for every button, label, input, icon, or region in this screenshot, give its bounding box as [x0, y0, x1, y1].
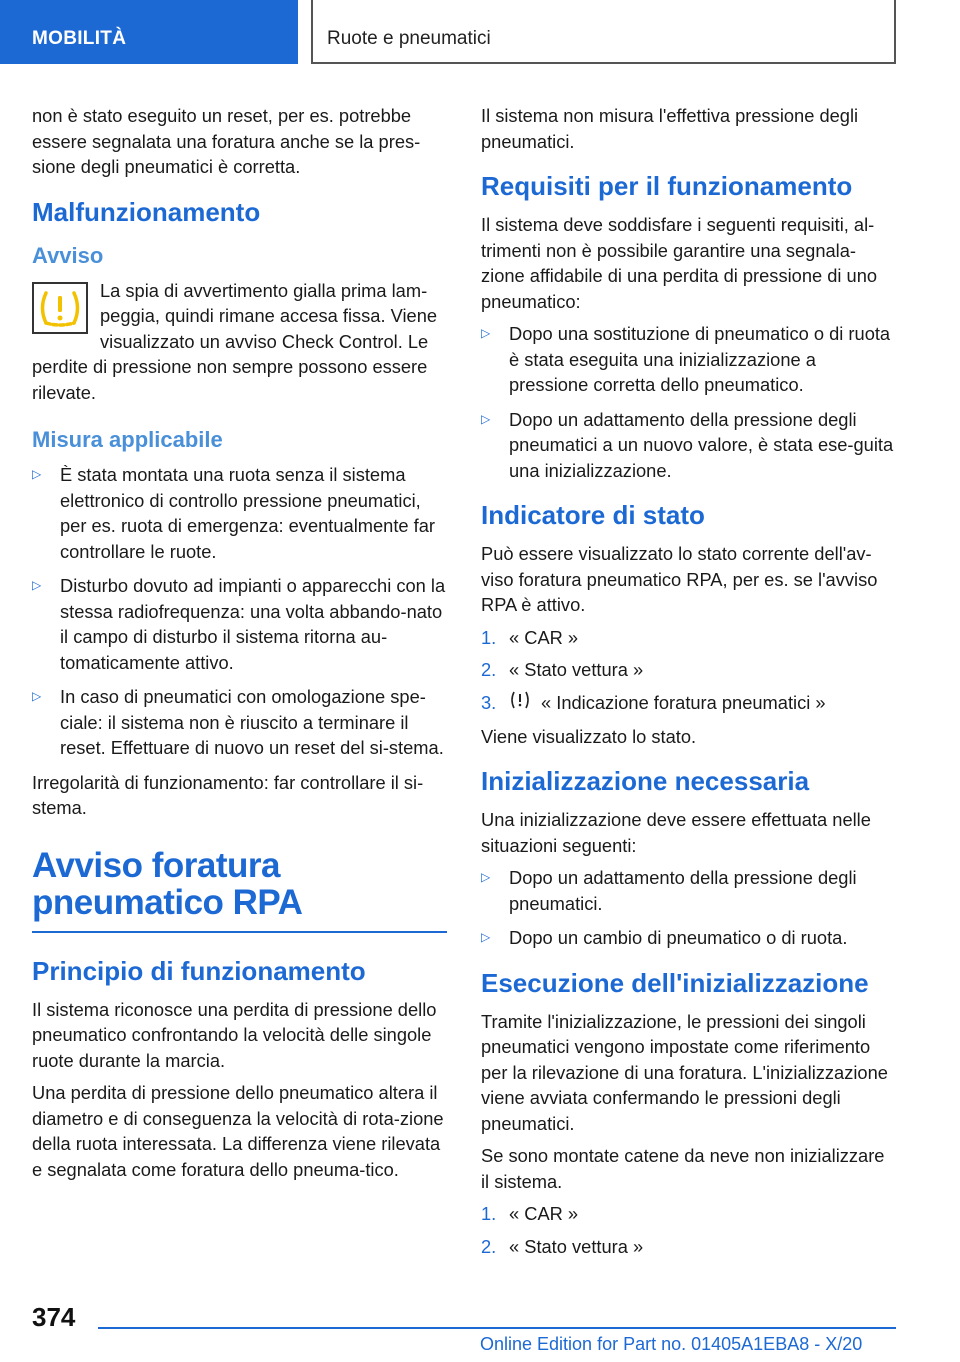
step-item: 2. « Stato vettura »: [481, 1235, 644, 1257]
status-heading: Indicatore di stato: [481, 500, 705, 530]
principle-paragraph-1: Il sistema riconosce una perdita di pressione dello pneumatico confrontando la velocità delle singole ruote durante la marcia.: [32, 998, 437, 1071]
malfunction-heading: Malfunzionamento: [32, 196, 261, 227]
execution-heading: Esecuzione dell'inizializzazione: [481, 967, 869, 998]
init-needed-heading: Inizializzazione necessaria: [481, 766, 810, 797]
list-item: ▷ È stata montata una ruota senza il sistema elettronico di controllo pressione pneumatici, per es. ruota di emergenza: eventualmente far controllare le ruote.: [32, 462, 447, 564]
header-chapter-title: Ruote e pneumatici: [311, 0, 896, 64]
requirements-paragraph: Il sistema deve soddisfare i seguenti requisiti, al-trimenti non è possibile garantire una segnala-zione affidabile di una perdita di pressione di uno pneumatico:: [481, 214, 878, 312]
footer-edition: Online Edition for Part no. 01405A1EBA8 - X/20: [480, 1334, 863, 1354]
footer-divider: [98, 1327, 896, 1329]
bullet-triangle-icon: ▷: [32, 578, 42, 592]
tire-warning-small-icon: [509, 690, 531, 717]
step-item: 3. « Indicazione foratura pneumatici »: [481, 690, 896, 717]
step-item: 1. « CAR »: [481, 1203, 579, 1225]
irregularity-paragraph: Irregolarità di funzionamento: far controllare il si-stema.: [32, 771, 424, 818]
status-paragraph: Può essere visualizzato lo stato corrente dell'av-viso foratura pneumatico RPA, per es. se l'avviso RPA è attivo.: [481, 543, 878, 615]
list-item: ▷ Dopo una sostituzione di pneumatico o di ruota è stata eseguita una inizializzazione a pressione corretta dello pneumatico.: [481, 321, 896, 398]
status-result: Viene visualizzato lo stato.: [481, 725, 697, 747]
execution-paragraph-2: Se sono montate catene da neve non inizializzare il sistema.: [481, 1145, 885, 1192]
requirements-heading: Requisiti per il funzionamento: [481, 171, 853, 201]
step-item: 1. « CAR »: [481, 626, 579, 648]
rpa-heading: Avviso foratura pneumatico RPA: [32, 847, 447, 933]
list-item: ▷ Disturbo dovuto ad impianti o apparecchi con la stessa radiofrequenza: una volta abbando-nato il campo di disturbo il sistema ritorna au-tomaticamente attivo.: [32, 573, 447, 675]
intro-paragraph: non è stato eseguito un reset, per es. potrebbe essere segnalata una foratura anche se la pres-sione degli pneumatici è corretta.: [32, 105, 421, 177]
page-number: 374: [32, 1302, 76, 1332]
header-section-tab: MOBILITÀ: [0, 0, 298, 64]
execution-paragraph-1: Tramite l'inizializzazione, le pressioni dei singoli pneumatici vengono impostate come riferimento per la rilevazione di una foratura. L'inizializzazione viene avviata confermando le pressioni degli pneumatici.: [481, 1010, 888, 1134]
intro-paragraph-right: Il sistema non misura l'effettiva pressione degli pneumatici.: [481, 105, 859, 152]
bullet-triangle-icon: ▷: [481, 870, 491, 885]
warning-text: La spia di avvertimento gialla prima lam-peggia, quindi rimane accesa fissa. Viene visualizzato un avviso Check Control. Le perdite di pressione non sempre possono essere rilevate.: [32, 279, 438, 403]
principle-paragraph-2: Una perdita di pressione dello pneumatico altera il diametro e di conseguenza la velocità di rota-zione della ruota interessata. La differenza viene rilevata e segnalata come foratura dello pneuma-tico.: [32, 1082, 444, 1180]
warning-heading: Avviso: [32, 242, 104, 268]
bullet-triangle-icon: ▷: [32, 467, 42, 481]
right-column: [481, 103, 896, 1266]
list-item: ▷ In caso di pneumatici con omologazione spe-ciale: il sistema non è riuscito a terminare il reset. Effettuare di nuovo un reset del si-stema.: [32, 684, 447, 761]
principle-heading: Principio di funzionamento: [32, 955, 366, 986]
bullet-triangle-icon: ▷: [481, 930, 491, 945]
remedy-heading: Misura applicabile: [32, 427, 223, 452]
list-item: ▷ Dopo un adattamento della pressione degli pneumatici.: [481, 865, 896, 916]
init-needed-paragraph: Una inizializzazione deve essere effettuata nelle situazioni seguenti:: [481, 809, 871, 856]
left-column: [32, 103, 447, 1189]
list-item: ▷ Dopo un cambio di pneumatico o di ruota.: [481, 925, 896, 951]
list-item: ▷ Dopo un adattamento della pressione degli pneumatici a un nuovo valore, è stata ese-guita una inizializzazione.: [481, 407, 896, 484]
warning-block: [32, 278, 447, 413]
bullet-triangle-icon: ▷: [481, 326, 491, 340]
bullet-triangle-icon: ▷: [32, 689, 42, 703]
tire-pressure-warning-icon: [32, 282, 88, 334]
step-item: 2. « Stato vettura »: [481, 659, 644, 680]
bullet-triangle-icon: ▷: [481, 411, 491, 426]
